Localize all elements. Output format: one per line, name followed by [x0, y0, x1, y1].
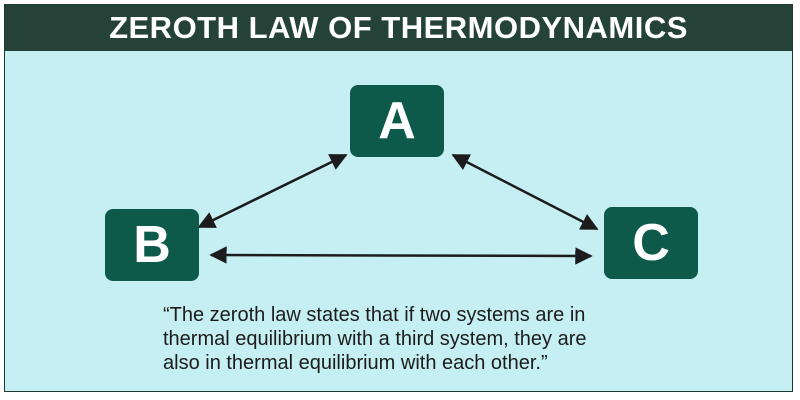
arrow-b-a: [199, 155, 346, 227]
law-statement-line: thermal equilibrium with a third system, they are: [163, 328, 587, 350]
system-c-label: C: [632, 214, 670, 272]
system-b-label: B: [133, 216, 171, 274]
law-statement-line: also in thermal equilibrium with each other.”: [163, 352, 548, 374]
system-a-label: A: [378, 92, 416, 150]
system-c-node: [604, 207, 698, 279]
arrow-a-c: [453, 155, 597, 229]
system-b-node: [105, 209, 199, 281]
system-a-node: [350, 85, 444, 157]
diagram-frame: [4, 4, 793, 392]
law-statement: [163, 303, 723, 375]
arrow-b-c: [211, 255, 591, 256]
law-statement-line: “The zeroth law states that if two systems are in: [163, 304, 586, 326]
diagram-title: ZEROTH LAW OF THERMODYNAMICS: [109, 10, 688, 45]
